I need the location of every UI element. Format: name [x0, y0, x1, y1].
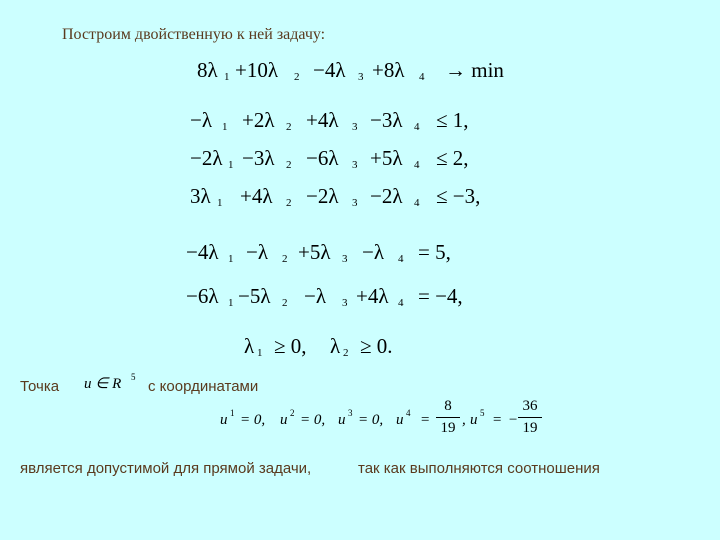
- footer-right: так как выполняются соотношения: [358, 460, 600, 477]
- subscript: 2: [286, 159, 292, 171]
- coord-value: = 0,: [358, 412, 384, 428]
- heading: Построим двойственную к ней задачу:: [62, 26, 326, 43]
- subscript: 4: [414, 197, 420, 209]
- objective-function: [197, 60, 517, 90]
- fraction-bar: [518, 417, 542, 418]
- nonnegativity: [244, 336, 444, 366]
- fraction-numerator: 36: [522, 398, 538, 414]
- coord-equals: =: [420, 412, 431, 428]
- objective-term: +10λ: [235, 58, 279, 82]
- footer-left: является допустимой для прямой задачи,: [20, 460, 312, 477]
- point-set: [84, 374, 121, 393]
- term: −λ: [362, 240, 385, 264]
- term: +4λ: [356, 284, 389, 308]
- subscript: 4: [414, 159, 420, 171]
- term: −3λ: [370, 108, 403, 132]
- subscript: 1: [257, 347, 263, 359]
- point-coords-label: с координатами: [148, 378, 259, 395]
- constraint-ineq-2: [190, 148, 510, 178]
- subscript: 2: [286, 197, 292, 209]
- subscript: 3: [352, 121, 358, 133]
- coord-u: u: [280, 412, 288, 428]
- constraint-eq-2: [186, 286, 486, 316]
- superscript: 5: [131, 372, 136, 382]
- coord-u: u: [338, 412, 346, 428]
- subscript: 1: [228, 253, 234, 265]
- term: +4λ: [240, 184, 273, 208]
- subscript: 2: [282, 253, 288, 265]
- term: −2λ: [190, 146, 223, 170]
- subscript: 3: [352, 159, 358, 171]
- subscript: 4: [398, 297, 404, 309]
- subscript: 2: [286, 121, 292, 133]
- superscript: 2: [290, 408, 295, 418]
- term: −λ: [190, 108, 213, 132]
- rhs: = 5,: [418, 240, 451, 264]
- subscript: 4: [414, 121, 420, 133]
- rhs: ≥ 0.: [360, 334, 393, 358]
- rhs: ≤ −3,: [436, 184, 481, 208]
- term: −2λ: [370, 184, 403, 208]
- term: +5λ: [298, 240, 331, 264]
- subscript: 3: [358, 71, 364, 83]
- fraction-numerator: 8: [444, 398, 452, 414]
- rhs: ≤ 1,: [436, 108, 469, 132]
- subscript: 3: [342, 253, 348, 265]
- term: +4λ: [306, 108, 339, 132]
- subscript: 1: [228, 159, 234, 171]
- fraction-denominator: 19: [440, 420, 456, 436]
- superscript: 4: [406, 408, 411, 418]
- term: −6λ: [186, 284, 219, 308]
- rhs: ≥ 0,: [274, 334, 307, 358]
- coord-comma: ,: [462, 412, 466, 428]
- term: 3λ: [190, 184, 211, 208]
- fraction-denominator: 19: [522, 420, 538, 436]
- superscript: 1: [230, 408, 235, 418]
- coord-u: u: [220, 412, 228, 428]
- subscript: 3: [352, 197, 358, 209]
- term: −3λ: [242, 146, 275, 170]
- term: −2λ: [306, 184, 339, 208]
- fraction-bar: [436, 417, 460, 418]
- coord-minus: −: [508, 412, 519, 428]
- subscript: 3: [342, 297, 348, 309]
- fraction: [436, 398, 460, 437]
- term: +2λ: [242, 108, 275, 132]
- term: λ: [330, 334, 341, 358]
- superscript: 3: [348, 408, 353, 418]
- coord-value: = 0,: [300, 412, 326, 428]
- subscript: 1: [217, 197, 223, 209]
- objective-term: 8λ: [197, 58, 218, 82]
- subscript: 2: [343, 347, 349, 359]
- subscript: 2: [294, 71, 300, 83]
- objective-term: +8λ: [372, 58, 405, 82]
- point-set-text: u ∈ R: [84, 376, 122, 392]
- subscript: 1: [224, 71, 230, 83]
- term: −4λ: [186, 240, 219, 264]
- superscript: 5: [480, 408, 485, 418]
- term: λ: [244, 334, 255, 358]
- coord-equals: =: [492, 412, 503, 428]
- objective-term: → min: [445, 58, 504, 82]
- term: +5λ: [370, 146, 403, 170]
- subscript: 1: [222, 121, 228, 133]
- point-label: Точка: [20, 378, 60, 395]
- subscript: 4: [419, 71, 425, 83]
- coordinates-formula: [220, 398, 560, 452]
- coord-u: u: [470, 412, 478, 428]
- coord-value: = 0,: [240, 412, 266, 428]
- subscript: 1: [228, 297, 234, 309]
- constraint-ineq-3: [190, 186, 510, 216]
- rhs: ≤ 2,: [436, 146, 469, 170]
- term: −λ: [246, 240, 269, 264]
- term: −6λ: [306, 146, 339, 170]
- term: −λ: [304, 284, 327, 308]
- subscript: 4: [398, 253, 404, 265]
- constraint-ineq-1: [190, 110, 510, 140]
- objective-term: −4λ: [313, 58, 346, 82]
- constraint-eq-1: [186, 242, 486, 272]
- rhs: = −4,: [418, 284, 463, 308]
- subscript: 2: [282, 297, 288, 309]
- term: −5λ: [238, 284, 271, 308]
- coord-u: u: [396, 412, 404, 428]
- fraction: [518, 398, 542, 437]
